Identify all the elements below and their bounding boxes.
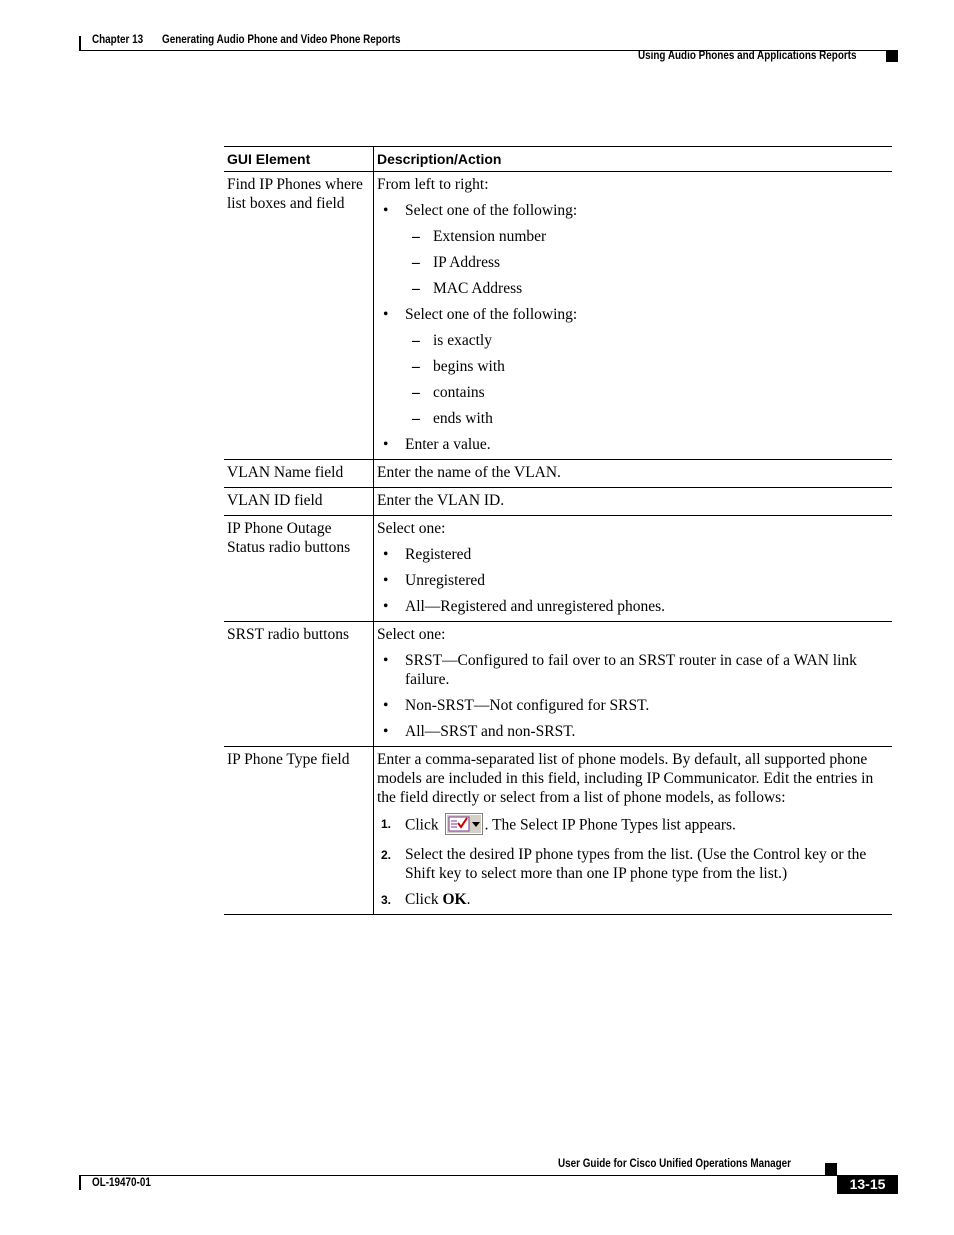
- sub-list-item-text: begins with: [433, 358, 505, 375]
- list-item-text: Non-SRST—Not configured for SRST.: [405, 697, 650, 714]
- table-row: [224, 172, 892, 460]
- gui-element-table: [224, 146, 892, 915]
- sub-list-item-text: ends with: [433, 410, 493, 427]
- bullet-icon: •: [383, 546, 389, 563]
- description-cell: [374, 747, 893, 915]
- element-cell: IP Phone Type field: [224, 747, 374, 915]
- list-item: [377, 201, 889, 298]
- chapter-number: Chapter 13: [92, 34, 144, 46]
- list-item-text: SRST—Configured to fail over to an SRST router in case of a WAN link failure.: [405, 652, 857, 688]
- sub-list-item-text: is exactly: [433, 332, 492, 349]
- element-cell: Find IP Phones where list boxes and field: [224, 172, 374, 460]
- step-number: 3.: [381, 893, 392, 907]
- list-item: [377, 545, 889, 564]
- step-number: 2.: [381, 848, 392, 862]
- sub-list-item-text: Extension number: [433, 228, 547, 245]
- dash-icon: –: [412, 254, 420, 271]
- footer-right-block: [825, 1163, 837, 1175]
- step-text: . The Select IP Phone Types list appears.: [484, 816, 736, 834]
- list-item-text: All—SRST and non-SRST.: [405, 723, 576, 740]
- table-row: [224, 747, 892, 915]
- list-item: [377, 435, 889, 454]
- select-list-icon[interactable]: [445, 813, 483, 835]
- dash-icon: –: [412, 358, 420, 375]
- ok-label: OK: [442, 891, 467, 908]
- list-item-text: Select one of the following:: [405, 306, 578, 323]
- page-number: 13-15: [837, 1175, 898, 1194]
- list-item-text: All—Registered and unregistered phones.: [405, 598, 665, 615]
- description-cell: [374, 516, 893, 622]
- step-text: Click: [405, 891, 443, 908]
- dash-icon: –: [412, 280, 420, 297]
- bullet-icon: •: [383, 306, 389, 323]
- footer-rule: [79, 1175, 898, 1176]
- step-text: Click: [405, 816, 439, 834]
- table-row: [224, 622, 892, 747]
- dash-icon: –: [412, 332, 420, 349]
- dash-icon: –: [412, 228, 420, 245]
- sub-list-item: [405, 227, 889, 246]
- bullet-icon: •: [383, 598, 389, 615]
- column-header-description: Description/Action: [374, 147, 893, 172]
- sub-list-item-text: contains: [433, 384, 485, 401]
- bullet-icon: •: [383, 202, 389, 219]
- list-item: [377, 597, 889, 616]
- element-cell: VLAN Name field: [224, 460, 374, 488]
- step-item: [377, 845, 889, 883]
- element-cell: VLAN ID field: [224, 488, 374, 516]
- list-item-text: Select one of the following:: [405, 202, 578, 219]
- list-item-text: Enter a value.: [405, 436, 491, 453]
- sub-list-item: [405, 409, 889, 428]
- section-title: Using Audio Phones and Applications Reports: [638, 50, 857, 62]
- table-header-row: [224, 147, 892, 172]
- sub-list-item: [405, 357, 889, 376]
- description-cell: Enter the VLAN ID.: [374, 488, 893, 516]
- list-item: [377, 651, 889, 689]
- list-item: [377, 696, 889, 715]
- list-item: [377, 571, 889, 590]
- list-item: [377, 305, 889, 428]
- bullet-icon: •: [383, 572, 389, 589]
- step-item: [377, 890, 889, 909]
- description-intro: From left to right:: [377, 176, 489, 193]
- step-item: [377, 814, 889, 838]
- description-cell: [374, 172, 893, 460]
- bullet-icon: •: [383, 697, 389, 714]
- footer-left-bar: [79, 1175, 81, 1190]
- sub-list-item: [405, 253, 889, 272]
- column-header-gui-element: GUI Element: [224, 147, 374, 172]
- sub-list-item: [405, 279, 889, 298]
- dash-icon: –: [412, 384, 420, 401]
- sub-list-item: [405, 383, 889, 402]
- sub-list-item: [405, 331, 889, 350]
- list-item: [377, 722, 889, 741]
- bullet-icon: •: [383, 436, 389, 453]
- step-text: .: [466, 891, 471, 908]
- table-row: [224, 460, 892, 488]
- description-intro: Enter a comma-separated list of phone models. By default, all supported phone models are included in this field, including IP Communicator. Edit the entries in the field directly or select from a list of phone models, as follows:: [377, 751, 874, 806]
- description-cell: Enter the name of the VLAN.: [374, 460, 893, 488]
- bullet-icon: •: [383, 652, 389, 669]
- description-intro: Select one:: [377, 626, 446, 643]
- element-cell: SRST radio buttons: [224, 622, 374, 747]
- dash-icon: –: [412, 410, 420, 427]
- step-number: 1.: [381, 817, 392, 831]
- sub-list-item-text: MAC Address: [433, 280, 523, 297]
- list-item-text: Registered: [405, 546, 472, 563]
- element-cell: IP Phone Outage Status radio buttons: [224, 516, 374, 622]
- header-right-block: [886, 50, 898, 62]
- header-left-bar: [79, 36, 81, 51]
- footer-doc-title: User Guide for Cisco Unified Operations Manager: [558, 1158, 792, 1170]
- chapter-title: Generating Audio Phone and Video Phone Reports: [162, 34, 401, 46]
- bullet-icon: •: [383, 723, 389, 740]
- step-text: Select the desired IP phone types from the list. (Use the Control key or the Shift key to select more than one IP phone type from the list.): [405, 846, 867, 882]
- description-cell: [374, 622, 893, 747]
- sub-list-item-text: IP Address: [433, 254, 501, 271]
- description-intro: Select one:: [377, 520, 446, 537]
- footer-doc-number: OL-19470-01: [92, 1177, 151, 1189]
- list-item-text: Unregistered: [405, 572, 486, 589]
- table-row: [224, 516, 892, 622]
- table-row: [224, 488, 892, 516]
